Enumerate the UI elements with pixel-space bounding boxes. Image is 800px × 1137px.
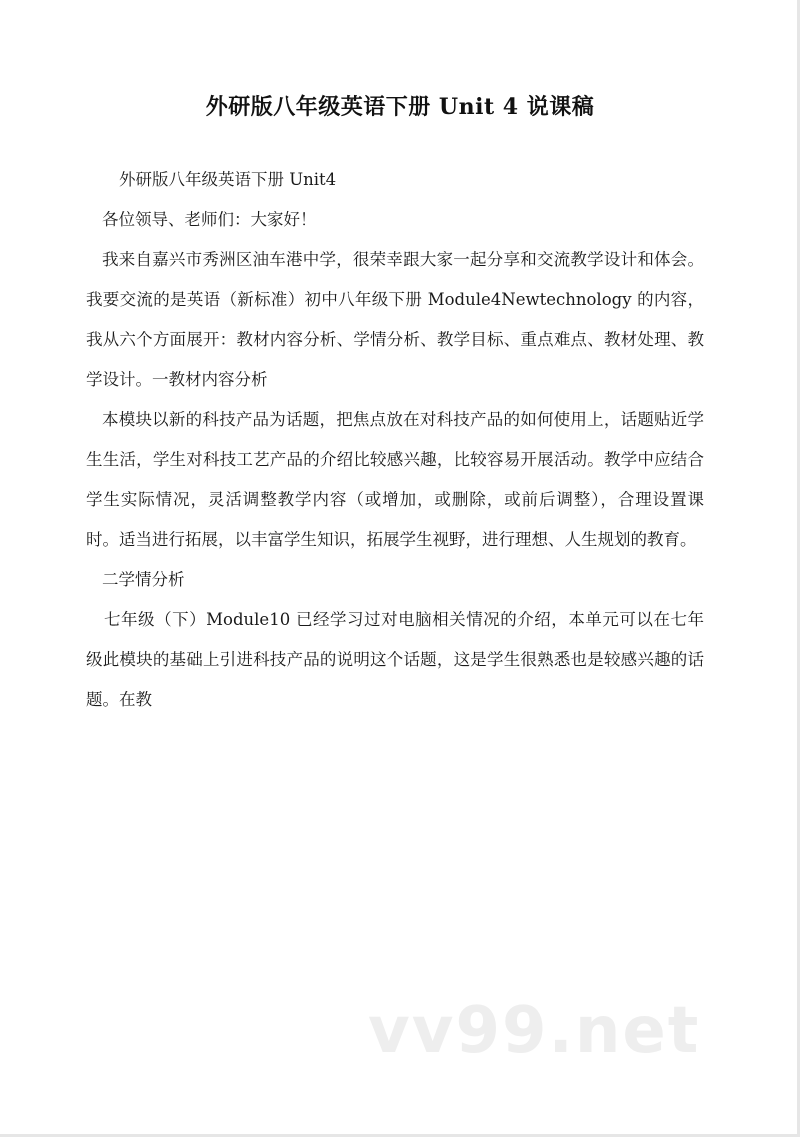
document-title: 外研版八年级英语下册 Unit 4 说课稿 <box>205 94 595 120</box>
paragraph-content-analysis: 本模块以新的科技产品为话题，把焦点放在对科技产品的如何使用上，话题贴近学生生活，学生对科技工艺产品的介绍比较感兴趣，比较容易开展活动。教学中应结合学生实际情况，灵活调整教学内容（或增加，或删除，或前后调整），合理设置课时。适当进行拓展，以丰富学生知识，拓展学生视野，进行理想、人生规划的教育。 <box>86 410 704 549</box>
paragraph-greeting: 各位领导、老师们：大家好！ <box>102 210 317 229</box>
paragraph-section-heading: 二学情分析 <box>102 570 185 589</box>
watermark: vv99.net <box>368 994 701 1068</box>
paragraph-subtitle: 外研版八年级英语下册 Unit4 <box>119 170 337 189</box>
paragraph-introduction: 我来自嘉兴市秀洲区油车港中学，很荣幸跟大家一起分享和交流教学设计和体会。我要交流的是英语（新标准）初中八年级下册 Module4Newtechnology 的内容，我从六个方面展开：教材内容分析、学情分析、教学目标、重点难点、教材处理、教学设计。一教材内容分析 <box>86 250 704 389</box>
paragraph-student-analysis: 七年级（下）Module10 已经学习过对电脑相关情况的介绍，本单元可以在七年级此模块的基础上引进科技产品的说明这个话题，这是学生很熟悉也是较感兴趣的话题。在教 <box>86 610 704 709</box>
document-body <box>86 160 704 720</box>
